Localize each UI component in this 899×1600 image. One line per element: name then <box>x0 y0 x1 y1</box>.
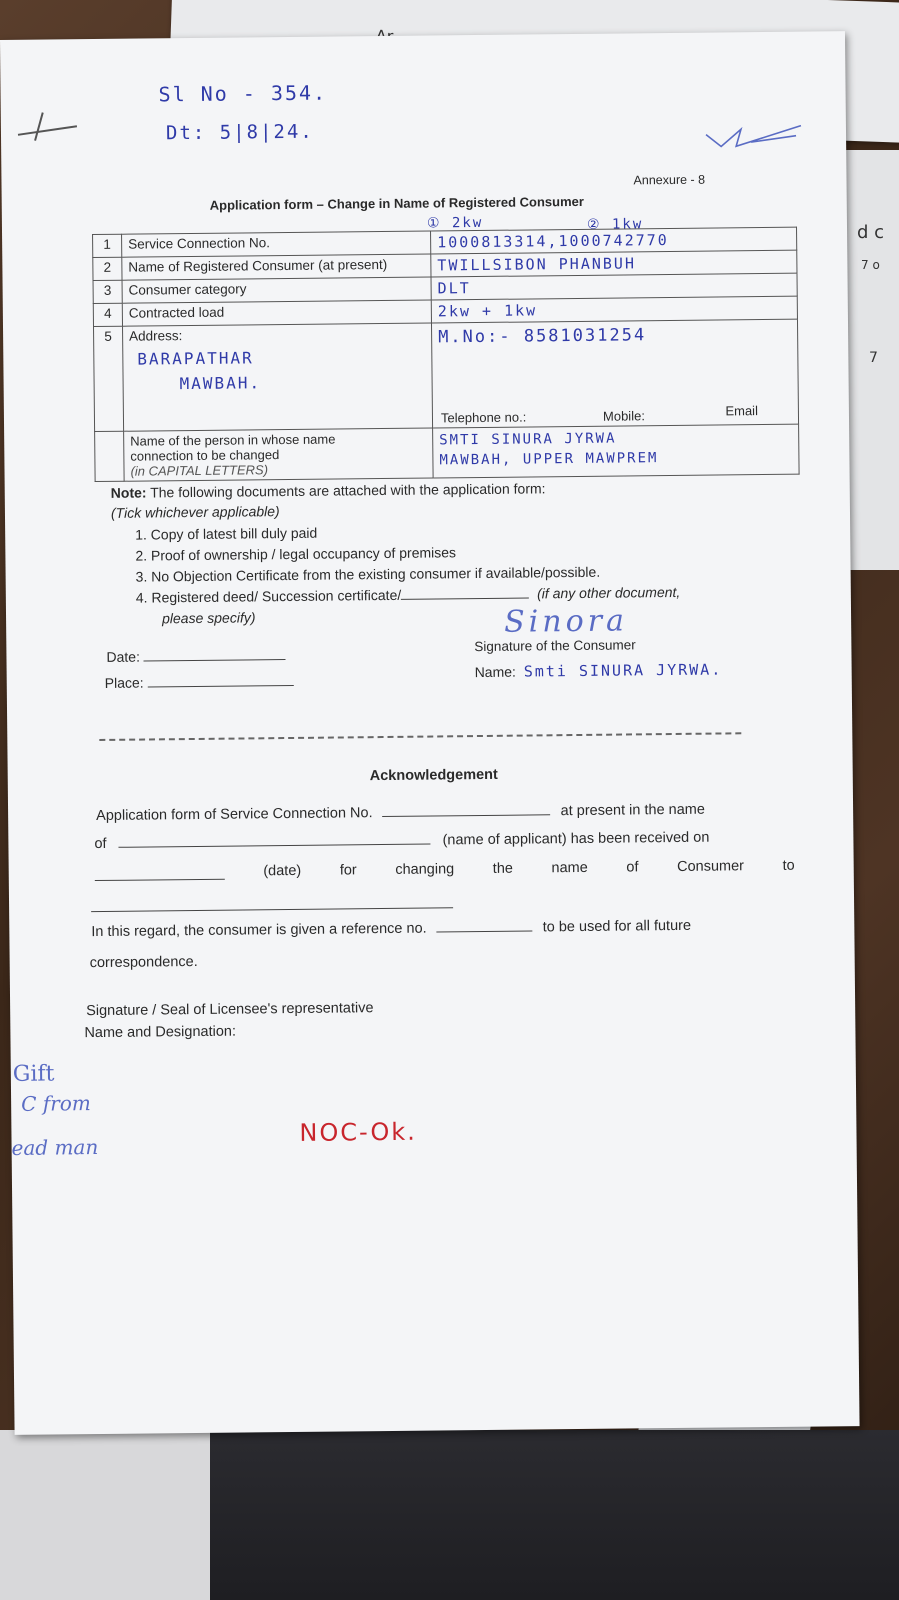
annexure-label: Annexure - 8 <box>633 172 706 188</box>
ack-word: Consumer <box>676 858 745 875</box>
ack-text: of <box>94 835 107 853</box>
contracted-load-value[interactable]: 2kw + 1kw <box>431 296 797 323</box>
ack-line-5: correspondence. <box>89 953 198 972</box>
ack-text: (name of applicant) has been received on <box>442 829 710 849</box>
email-label: Email <box>725 403 759 419</box>
ack-text: Application form of Service Connection No. <box>96 805 373 825</box>
load-note-1: ① 2kw <box>426 214 484 232</box>
side-note-man: ead man <box>11 1135 99 1160</box>
mobile-label: Mobile: <box>602 408 645 424</box>
side-note-gift: Gift <box>12 1061 55 1087</box>
mobile-number-note[interactable]: M.No:- 8581031254 <box>438 325 647 348</box>
ack-line-blank <box>91 895 453 915</box>
table-row <box>95 424 799 481</box>
other-document-blank[interactable] <box>401 585 529 599</box>
side-sheet-text: 7 o <box>861 258 880 272</box>
row-label: Consumer category <box>122 277 431 303</box>
initials-scribble-icon <box>701 124 811 155</box>
date-blank[interactable] <box>144 647 286 661</box>
ack-word: to <box>782 857 795 874</box>
applicant-name-blank[interactable] <box>118 832 430 848</box>
new-name-label-line: connection to be changed <box>130 447 280 464</box>
note-heading: Note: <box>110 484 147 501</box>
row-number: 1 <box>93 234 122 257</box>
ack-line-4 <box>91 917 691 940</box>
ack-word: name <box>551 859 588 877</box>
list-item[interactable]: 1. Copy of latest bill duly paid <box>135 524 318 543</box>
ack-word: of <box>626 859 639 876</box>
row-number <box>95 431 125 481</box>
address-label: Address: <box>129 328 183 344</box>
date-note: Dt: 5|8|24. <box>165 120 314 145</box>
signature-label: Signature of the Consumer <box>474 637 636 655</box>
address-line-1[interactable]: BARAPATHAR <box>137 348 254 369</box>
ack-text: to be used for all future <box>542 917 692 936</box>
side-note-from: C from <box>21 1091 91 1116</box>
ack-text: In this regard, the consumer is given a reference no. <box>91 920 427 941</box>
row-label: Service Connection No. <box>122 231 431 257</box>
ack-text: at present in the name <box>560 801 705 820</box>
place-label: Place: <box>104 674 144 691</box>
list-item-continuation: please specify) <box>161 609 256 627</box>
row-number: 4 <box>93 303 122 326</box>
ack-word: (date) <box>263 862 302 880</box>
service-connection-value[interactable]: 1000813314,1000742770 <box>431 227 797 254</box>
side-sheet-text: 7 <box>869 350 878 366</box>
ack-word: for <box>339 862 357 879</box>
designation-label: Name and Designation: <box>84 1023 237 1042</box>
table-row <box>94 319 799 431</box>
list-item-text: 4. Registered deed/ Succession certificate/ <box>135 586 402 606</box>
floor-tile <box>0 1430 210 1600</box>
acknowledgement-title: Acknowledgement <box>369 766 498 785</box>
load-note-2: ② 1kw <box>586 216 644 233</box>
name-label: Name: <box>474 663 516 681</box>
date-label: Date: <box>106 648 141 665</box>
name-field <box>475 660 723 681</box>
new-consumer-name[interactable]: SMTI SINURA JYRWA <box>439 430 617 449</box>
contact-cell <box>431 319 798 428</box>
side-sheet-text: d c <box>857 222 885 243</box>
cut-line <box>99 732 741 741</box>
noc-ok-note: NOC-Ok. <box>299 1117 417 1147</box>
date-blank[interactable] <box>95 867 225 881</box>
name-value[interactable]: Smti SINURA JYRWA. <box>523 660 723 681</box>
licensee-signature-label: Signature / Seal of Licensee's representative <box>86 1000 374 1020</box>
row-label: Contracted load <box>122 300 431 326</box>
row-label: Name of Registered Consumer (at present) <box>122 254 431 280</box>
place-blank[interactable] <box>147 673 293 688</box>
form-title: Application form – Change in Name of Registered Consumer <box>209 193 584 213</box>
serial-number-note: Sl No - 354. <box>158 80 328 107</box>
row-number: 3 <box>93 280 122 303</box>
capital-letters-hint: (in CAPITAL LETTERS) <box>130 462 269 479</box>
note-line <box>111 480 546 501</box>
application-form-page <box>0 31 860 1435</box>
ack-word: the <box>492 860 514 877</box>
service-connection-blank[interactable] <box>383 802 551 817</box>
row-number: 5 <box>94 326 124 431</box>
new-name-value <box>433 424 800 478</box>
consumer-category-value[interactable]: DLT <box>431 273 797 300</box>
list-item-suffix: (if any other document, <box>537 583 681 602</box>
note-text: The following documents are attached with the application form: <box>150 480 546 501</box>
address-cell <box>123 323 433 431</box>
tick-instruction: (Tick whichever applicable) <box>110 503 280 521</box>
telephone-label: Telephone no.: <box>440 409 527 426</box>
list-item[interactable]: 3. No Objection Certificate from the existing consumer if available/possible. <box>135 563 601 585</box>
new-name-label-line: Name of the person in whose name <box>130 431 336 449</box>
ack-line-2 <box>94 829 709 852</box>
consumer-name-blank[interactable] <box>91 895 453 912</box>
side-sheet <box>845 150 899 570</box>
form-table <box>92 227 800 482</box>
ack-line-1 <box>96 801 705 824</box>
consumer-signature: Sinora <box>503 603 629 640</box>
date-field <box>106 647 286 665</box>
reference-no-blank[interactable] <box>437 918 533 932</box>
new-consumer-address[interactable]: MAWBAH, UPPER MAWPREM <box>439 450 659 469</box>
address-line-2[interactable]: MAWBAH. <box>179 373 262 394</box>
ack-word: changing <box>395 861 455 878</box>
place-field <box>105 673 294 691</box>
row-number: 2 <box>93 257 122 280</box>
new-name-label <box>124 428 434 481</box>
registered-consumer-value[interactable]: TWILLSIBON PHANBUH <box>431 250 797 277</box>
list-item[interactable]: 2. Proof of ownership / legal occupancy of premises <box>135 544 457 564</box>
ack-line-3 <box>95 858 795 881</box>
check-mark-icon <box>13 104 83 145</box>
